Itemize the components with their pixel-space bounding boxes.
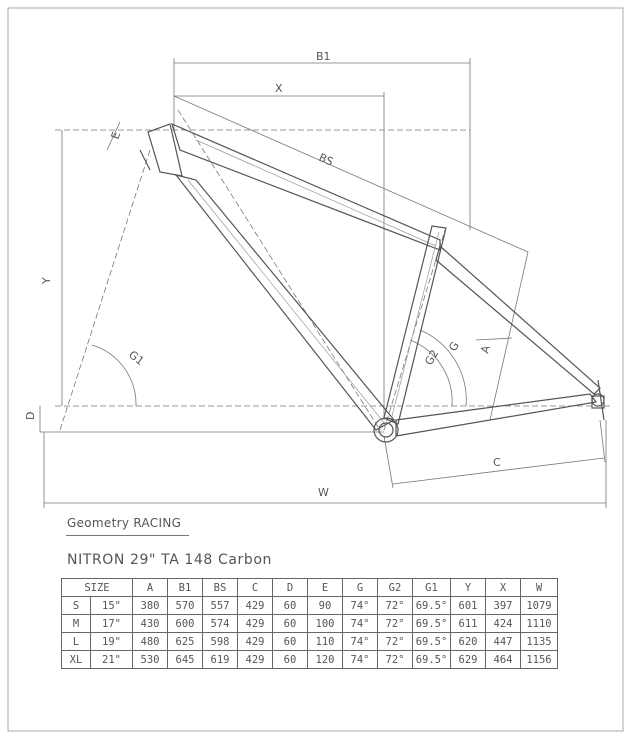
table-cell: 574: [203, 615, 238, 633]
geometry-title: Geometry RACING: [67, 516, 182, 530]
table-row: [62, 651, 558, 669]
table-cell: M: [62, 615, 91, 633]
table-cell: 74°: [343, 651, 378, 669]
header-cell: X: [486, 579, 521, 597]
table-cell: 72°: [378, 597, 413, 615]
table-cell: 557: [203, 597, 238, 615]
table-cell: 625: [168, 633, 203, 651]
table-cell: 1110: [521, 615, 558, 633]
dimension-lines: [40, 58, 610, 508]
header-cell: A: [133, 579, 168, 597]
label-x: X: [275, 82, 283, 95]
header-cell: BS: [203, 579, 238, 597]
header-cell: G2: [378, 579, 413, 597]
table-cell: 1079: [521, 597, 558, 615]
table-row: [62, 615, 558, 633]
table-header-row: [62, 579, 558, 597]
header-cell: G1: [413, 579, 451, 597]
table-cell: 60: [273, 633, 308, 651]
table-cell: 69.5°: [413, 615, 451, 633]
table-cell: 619: [203, 651, 238, 669]
header-cell: B1: [168, 579, 203, 597]
table-cell: 120: [308, 651, 343, 669]
table-cell: 570: [168, 597, 203, 615]
table-cell: 74°: [343, 633, 378, 651]
table-cell: 60: [273, 615, 308, 633]
model-title: NITRON 29" TA 148 Carbon: [67, 552, 273, 568]
bike-frame: [140, 124, 604, 442]
table-cell: 15": [91, 597, 133, 615]
label-a: A: [478, 344, 493, 355]
table-cell: 72°: [378, 651, 413, 669]
table-cell: 600: [168, 615, 203, 633]
table-cell: 110: [308, 633, 343, 651]
table-cell: 598: [203, 633, 238, 651]
table-cell: 72°: [378, 633, 413, 651]
table-cell: 21": [91, 651, 133, 669]
table-cell: L: [62, 633, 91, 651]
table-cell: 380: [133, 597, 168, 615]
table-cell: 69.5°: [413, 597, 451, 615]
label-g1: G1: [126, 348, 147, 368]
table-cell: 620: [451, 633, 486, 651]
table-cell: 1156: [521, 651, 558, 669]
header-cell: W: [521, 579, 558, 597]
table-cell: 629: [451, 651, 486, 669]
table-cell: 17": [91, 615, 133, 633]
table-cell: 429: [238, 615, 273, 633]
geometry-table: [61, 578, 558, 669]
table-cell: 74°: [343, 615, 378, 633]
header-cell: E: [308, 579, 343, 597]
table-cell: 530: [133, 651, 168, 669]
table-cell: 60: [273, 651, 308, 669]
label-d: D: [24, 411, 37, 420]
table-cell: 611: [451, 615, 486, 633]
table-cell: 69.5°: [413, 651, 451, 669]
table-cell: 72°: [378, 615, 413, 633]
header-cell: C: [238, 579, 273, 597]
header-cell: G: [343, 579, 378, 597]
table-cell: 601: [451, 597, 486, 615]
table-cell: 424: [486, 615, 521, 633]
table-cell: 1135: [521, 633, 558, 651]
table-cell: 429: [238, 633, 273, 651]
label-c: C: [493, 456, 501, 469]
table-cell: 429: [238, 597, 273, 615]
table-row: [62, 597, 558, 615]
table-cell: 19": [91, 633, 133, 651]
label-e: E: [108, 130, 124, 142]
table-cell: 90: [308, 597, 343, 615]
table-cell: 464: [486, 651, 521, 669]
geometry-title-underline: [66, 535, 189, 536]
table-cell: S: [62, 597, 91, 615]
header-cell: Y: [451, 579, 486, 597]
table-cell: XL: [62, 651, 91, 669]
table-cell: 447: [486, 633, 521, 651]
table-cell: 100: [308, 615, 343, 633]
label-w: W: [318, 486, 329, 499]
label-bs: BS: [316, 150, 336, 169]
table-row: [62, 633, 558, 651]
table-cell: 74°: [343, 597, 378, 615]
header-cell: D: [273, 579, 308, 597]
label-y: Y: [40, 277, 53, 284]
table-cell: 60: [273, 597, 308, 615]
label-b1: B1: [316, 50, 331, 63]
table-cell: 645: [168, 651, 203, 669]
table-cell: 429: [238, 651, 273, 669]
table-cell: 397: [486, 597, 521, 615]
label-g: G: [446, 339, 462, 354]
table-cell: 480: [133, 633, 168, 651]
label-g2: G2: [422, 347, 442, 368]
table-cell: 69.5°: [413, 633, 451, 651]
table-cell: 430: [133, 615, 168, 633]
header-cell: SIZE: [62, 579, 133, 597]
